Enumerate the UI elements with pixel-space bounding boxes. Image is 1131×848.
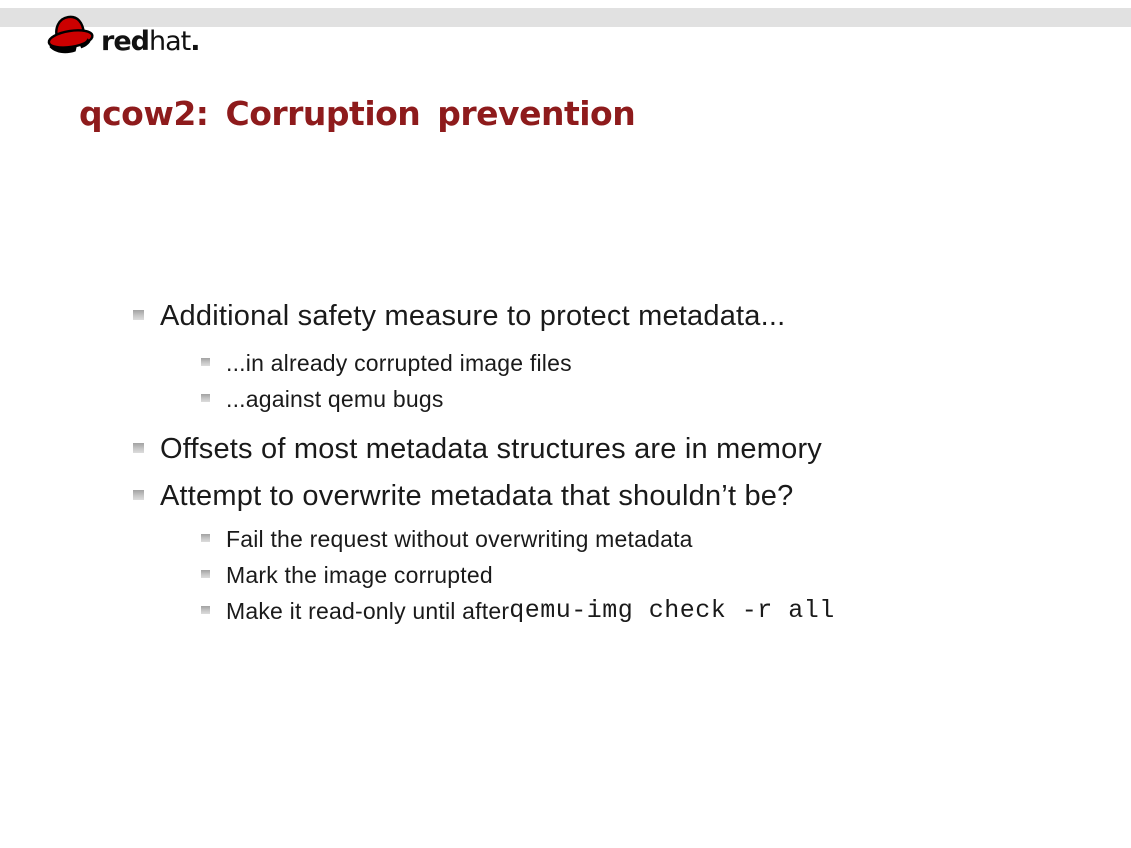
sub-bullet-item <box>201 561 493 589</box>
wordmark-red: red <box>101 26 149 57</box>
bullet-item <box>133 299 785 333</box>
bullet-square-icon <box>201 606 210 614</box>
redhat-fedora-icon <box>45 13 95 57</box>
redhat-wordmark <box>101 28 199 55</box>
bullet-square-icon <box>133 443 144 453</box>
sub-bullet-item <box>201 349 572 377</box>
sub-bullet-text: Make it read-only until after <box>226 598 510 624</box>
sub-bullet-text: ...against qemu bugs <box>226 386 444 412</box>
bullet-square-icon <box>133 490 144 500</box>
sub-bullet-text: ...in already corrupted image files <box>226 350 572 376</box>
slide-title: qcow2: Corruption prevention <box>79 94 636 133</box>
sub-bullet-item <box>201 385 444 413</box>
redhat-logo <box>45 13 199 57</box>
bullet-square-icon <box>201 394 210 402</box>
sub-bullet-item <box>201 597 835 625</box>
bullet-text: Additional safety measure to protect metadata... <box>160 300 786 332</box>
sub-bullet-item <box>201 525 693 553</box>
bullet-text: Offsets of most metadata structures are in memory <box>160 433 823 465</box>
bullet-square-icon <box>201 570 210 578</box>
bullet-text: Attempt to overwrite metadata that shouldn’t be? <box>160 480 794 512</box>
wordmark-hat: hat <box>148 26 191 57</box>
bullet-item <box>133 479 793 513</box>
wordmark-dot: . <box>190 26 200 57</box>
sub-bullet-text: Fail the request without overwriting metadata <box>226 526 693 552</box>
bullet-square-icon <box>201 534 210 542</box>
bullet-square-icon <box>133 310 144 320</box>
bullet-item <box>133 432 822 466</box>
bullet-square-icon <box>201 358 210 366</box>
inline-code-text: qemu-img check -r all <box>509 596 835 625</box>
sub-bullet-text: Mark the image corrupted <box>226 562 493 588</box>
